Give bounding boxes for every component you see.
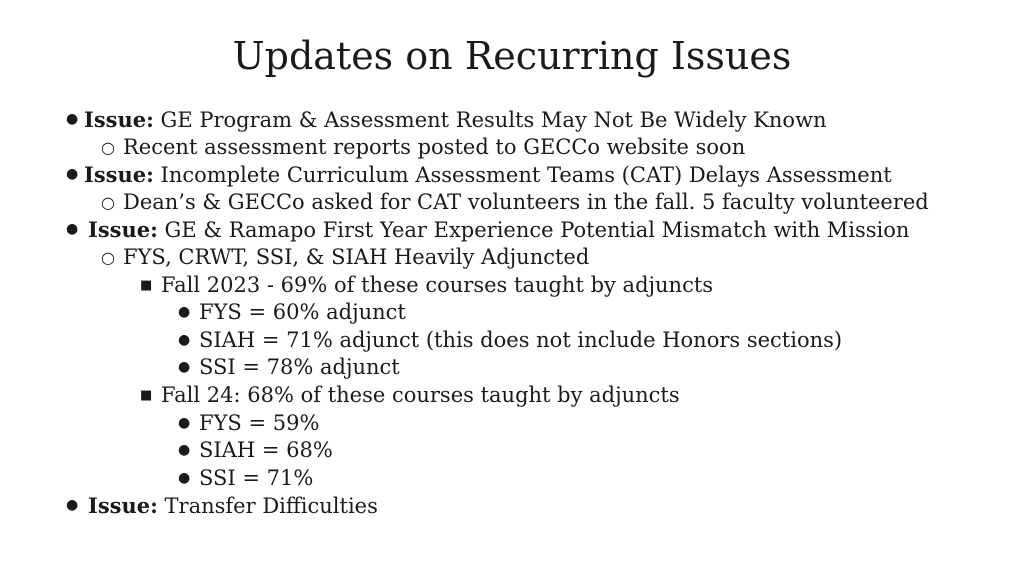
list-item-text: Recent assessment reports posted to GECCo website soon — [123, 134, 746, 159]
list-item-text — [88, 492, 378, 521]
list-item-text: SIAH = 71% adjunct (this does not include Honors sections) — [199, 327, 843, 352]
sub-item-siah-2024 — [0, 437, 1024, 465]
issue-text: GE Program & Assessment Results May Not Be Widely Known — [160, 108, 827, 132]
issue-label: Issue: — [84, 162, 154, 188]
issue-text: Transfer Difficulties — [164, 494, 378, 519]
issue-text: Incomplete Curriculum Assessment Teams (CAT) Delays Assessment — [160, 163, 892, 188]
sub-item-heavily-adjuncted — [0, 244, 1024, 272]
issue-item-ge-program — [0, 106, 1024, 134]
list-item-text — [88, 216, 909, 245]
issue-text: GE & Ramapo First Year Experience Potential Mismatch with Mission — [164, 218, 910, 243]
list-item-text: SIAH = 68% — [199, 438, 333, 463]
list-item-text: FYS, CRWT, SSI, & SIAH Heavily Adjuncted — [123, 244, 590, 269]
sub-item-fys-2023 — [0, 299, 1024, 327]
filled-circle-bullet-icon: ● — [178, 331, 191, 348]
filled-circle-bullet-icon: ● — [66, 166, 79, 183]
hollow-circle-bullet-icon: ○ — [101, 137, 115, 157]
filled-circle-bullet-icon: ● — [178, 414, 191, 431]
list-item-text: SSI = 71% — [199, 465, 314, 490]
sub-item-ssi-2024 — [0, 465, 1024, 493]
list-item-text: Fall 24: 68% of these courses taught by adjuncts — [161, 382, 680, 407]
list-item-text: SSI = 78% adjunct — [199, 355, 400, 380]
sub-item-ssi-2023 — [0, 354, 1024, 382]
list-item-text — [84, 106, 827, 135]
sub-item-fys-2024 — [0, 410, 1024, 438]
issue-item-fye-mismatch — [0, 216, 1024, 244]
bullet-list — [0, 106, 1024, 520]
filled-circle-bullet-icon: ● — [178, 469, 191, 486]
hollow-circle-bullet-icon: ○ — [101, 247, 115, 267]
issue-label: Issue: — [84, 107, 154, 132]
list-item-text — [84, 161, 892, 190]
filled-circle-bullet-icon: ● — [66, 497, 79, 514]
sub-item-fall-24 — [0, 382, 1024, 410]
list-item-text: FYS = 59% — [199, 410, 320, 435]
issue-label: Issue: — [88, 493, 158, 519]
square-bullet-icon: ■ — [140, 387, 153, 403]
filled-circle-bullet-icon: ● — [66, 221, 79, 238]
sub-item-siah-2023 — [0, 327, 1024, 355]
sub-item-cat-volunteers — [0, 189, 1024, 217]
filled-circle-bullet-icon: ● — [66, 111, 79, 127]
issue-item-incomplete-cat — [0, 161, 1024, 189]
issue-item-transfer — [0, 492, 1024, 520]
list-item-text: Fall 2023 - 69% of these courses taught by adjuncts — [161, 272, 714, 297]
hollow-circle-bullet-icon: ○ — [101, 192, 115, 212]
list-item-text: FYS = 60% adjunct — [199, 300, 406, 325]
square-bullet-icon: ■ — [140, 277, 153, 293]
list-item-text: Dean’s & GECCo asked for CAT volunteers in the fall. 5 faculty volunteered — [123, 189, 929, 214]
slide-title: Updates on Recurring Issues — [232, 34, 792, 78]
sub-item-fall-2023 — [0, 272, 1024, 300]
filled-circle-bullet-icon: ● — [178, 359, 191, 376]
issue-label: Issue: — [88, 217, 158, 243]
filled-circle-bullet-icon: ● — [178, 304, 191, 321]
sub-item-assessment-reports — [0, 134, 1024, 162]
filled-circle-bullet-icon: ● — [178, 442, 191, 459]
